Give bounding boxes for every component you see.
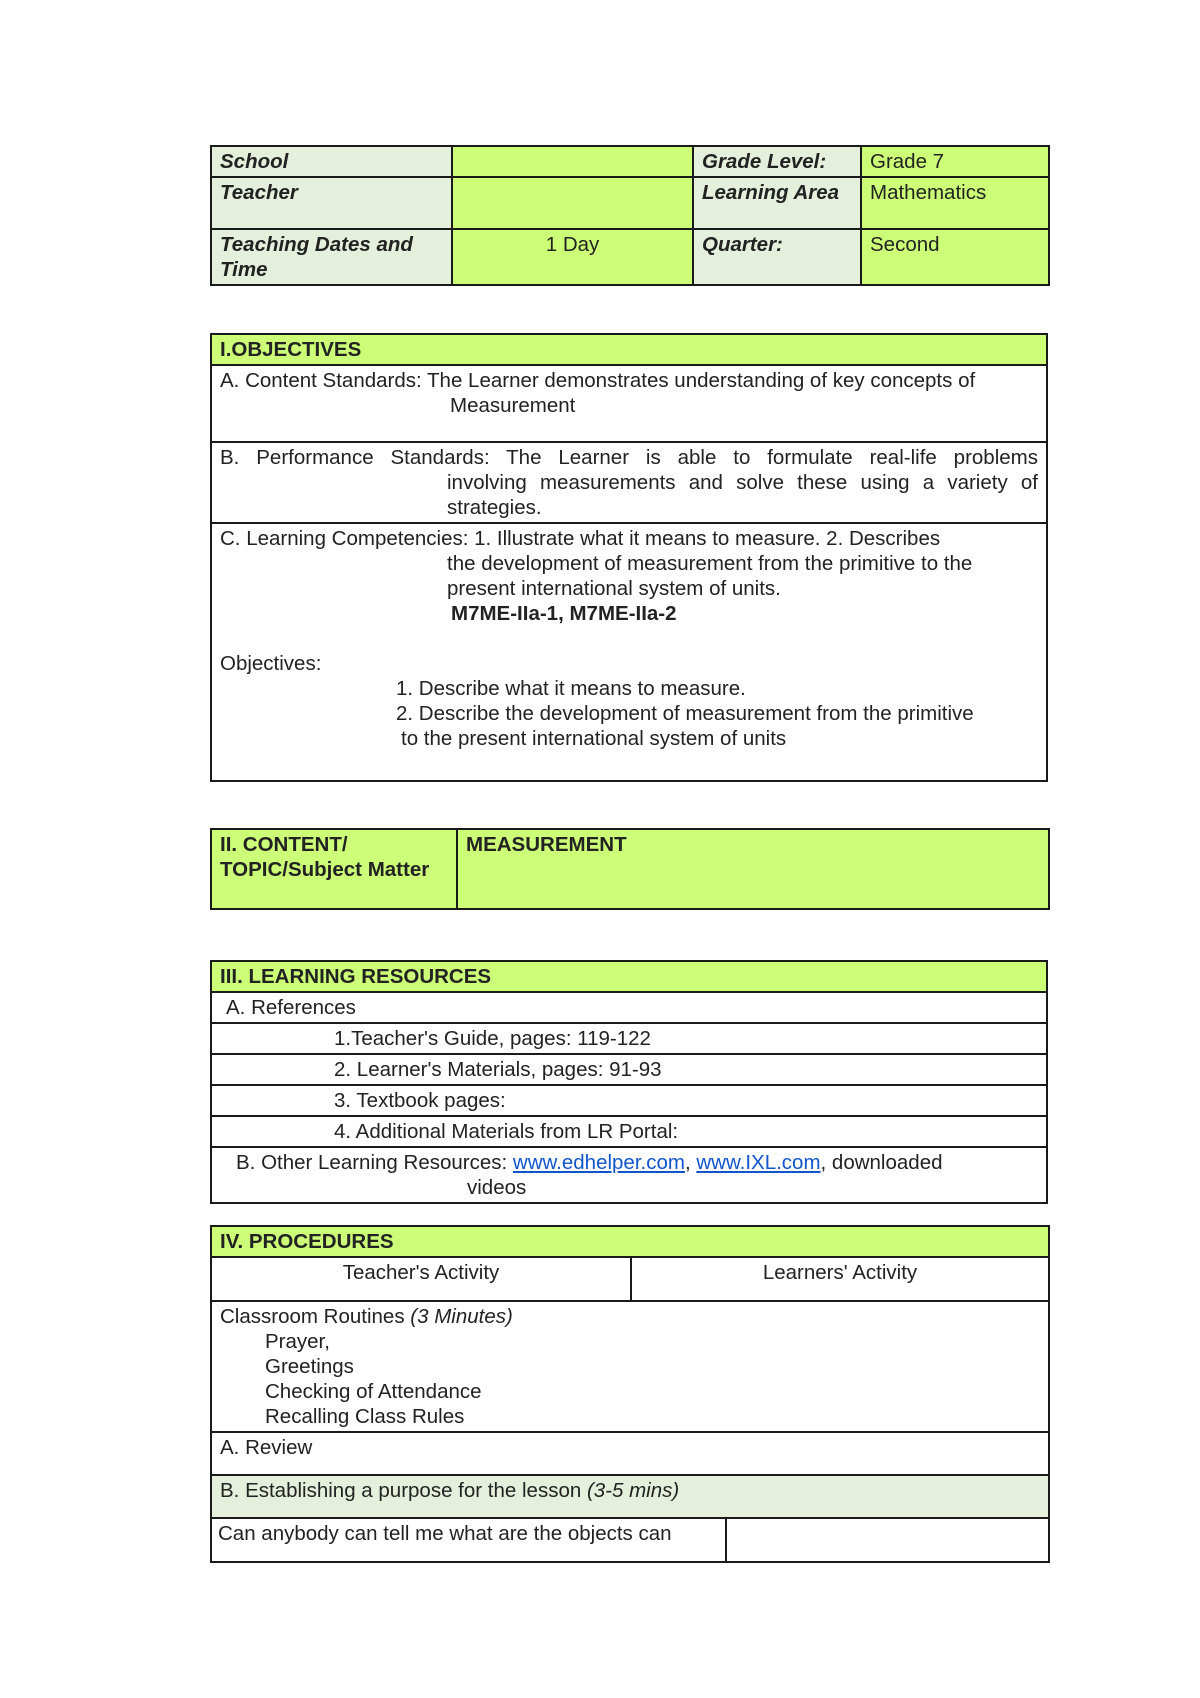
- quarter-value: Second: [861, 229, 1049, 285]
- purpose-time: (3-5 mins): [586, 1479, 680, 1502]
- learner-response-cell: [726, 1518, 1049, 1562]
- purpose-label: B. Establishing a purpose for the lesson: [220, 1479, 587, 1502]
- ref-textbook-pages: 3. Textbook pages:: [211, 1085, 1047, 1116]
- performance-standards-line2: involving measurements and solve these using a variety of: [447, 471, 1038, 494]
- competencies-line2: the development of measurement from the primitive to the: [447, 552, 973, 575]
- routine-item: Greetings: [265, 1355, 354, 1378]
- quarter-label: Quarter:: [693, 229, 861, 285]
- objective-2-line2: to the present international system of units: [401, 727, 787, 750]
- objective-2-line1: 2. Describe the development of measurement from the primitive: [396, 702, 974, 725]
- performance-standards-line1: B. Performance Standards: The Learner is able to formulate real-life problems: [220, 446, 1038, 469]
- grade-label: Grade Level:: [693, 146, 861, 177]
- ixl-link[interactable]: www.IXL.com: [696, 1151, 821, 1174]
- teacher-label: Teacher: [211, 177, 452, 229]
- routine-item: Recalling Class Rules: [265, 1405, 465, 1428]
- content-table: [210, 828, 1048, 910]
- classroom-routines-cell: [211, 1301, 1049, 1432]
- procedures-table: [210, 1225, 1048, 1563]
- school-label: School: [211, 146, 452, 177]
- school-value: [452, 146, 693, 177]
- question-cell: Can anybody can tell me what are the objects can: [211, 1518, 726, 1562]
- header-table: [210, 145, 1048, 286]
- competency-codes: M7ME-IIa-1, M7ME-IIa-2: [451, 602, 677, 625]
- objectives-table: [210, 333, 1048, 782]
- content-standards-text: A. Content Standards: The Learner demonstrates understanding of key concepts of: [220, 369, 976, 392]
- objectives-label: Objectives:: [220, 652, 322, 675]
- review-row: A. Review: [211, 1432, 1049, 1475]
- routines-label: Classroom Routines: [220, 1305, 411, 1328]
- edhelper-link[interactable]: www.edhelper.com: [512, 1151, 685, 1174]
- competencies-cell: [211, 523, 1047, 781]
- link-separator: ,: [684, 1151, 697, 1174]
- other-resources-suffix: , downloaded: [820, 1151, 943, 1174]
- dates-label: Teaching Dates and Time: [211, 229, 452, 285]
- content-standards-topic: Measurement: [450, 394, 576, 417]
- area-label: Learning Area: [693, 177, 861, 229]
- content-label: II. CONTENT/ TOPIC/Subject Matter: [211, 829, 457, 909]
- objectives-heading: I.OBJECTIVES: [211, 334, 1047, 365]
- other-resources-prefix: B. Other Learning Resources:: [236, 1151, 513, 1174]
- routine-item: Checking of Attendance: [265, 1380, 482, 1403]
- routines-time: (3 Minutes): [410, 1305, 513, 1328]
- content-value: MEASUREMENT: [457, 829, 1049, 909]
- references-row: A. References: [211, 992, 1047, 1023]
- procedures-heading: IV. PROCEDURES: [211, 1226, 1049, 1257]
- performance-standards-cell: [211, 442, 1047, 523]
- competencies-line3: present international system of units.: [447, 577, 781, 600]
- teacher-value: [452, 177, 693, 229]
- objective-1: 1. Describe what it means to measure.: [396, 677, 746, 700]
- ref-teachers-guide: 1.Teacher's Guide, pages: 119-122: [211, 1023, 1047, 1054]
- grade-value: Grade 7: [861, 146, 1049, 177]
- routine-item: Prayer,: [265, 1330, 330, 1353]
- ref-additional-materials: 4. Additional Materials from LR Portal:: [211, 1116, 1047, 1147]
- other-resources-line2: videos: [467, 1176, 527, 1199]
- dates-value: 1 Day: [452, 229, 693, 285]
- resources-table: [210, 960, 1048, 1204]
- teacher-activity-header: Teacher's Activity: [211, 1257, 631, 1301]
- purpose-row: [211, 1475, 1049, 1518]
- performance-standards-line3: strategies.: [447, 496, 542, 519]
- other-resources-cell: [211, 1147, 1047, 1203]
- area-value: Mathematics: [861, 177, 1049, 229]
- ref-learners-materials: 2. Learner's Materials, pages: 91-93: [211, 1054, 1047, 1085]
- content-standards-cell: [211, 365, 1047, 442]
- resources-heading: III. LEARNING RESOURCES: [211, 961, 1047, 992]
- competencies-line1: C. Learning Competencies: 1. Illustrate what it means to measure. 2. Describes: [220, 527, 941, 550]
- learners-activity-header: Learners' Activity: [631, 1257, 1049, 1301]
